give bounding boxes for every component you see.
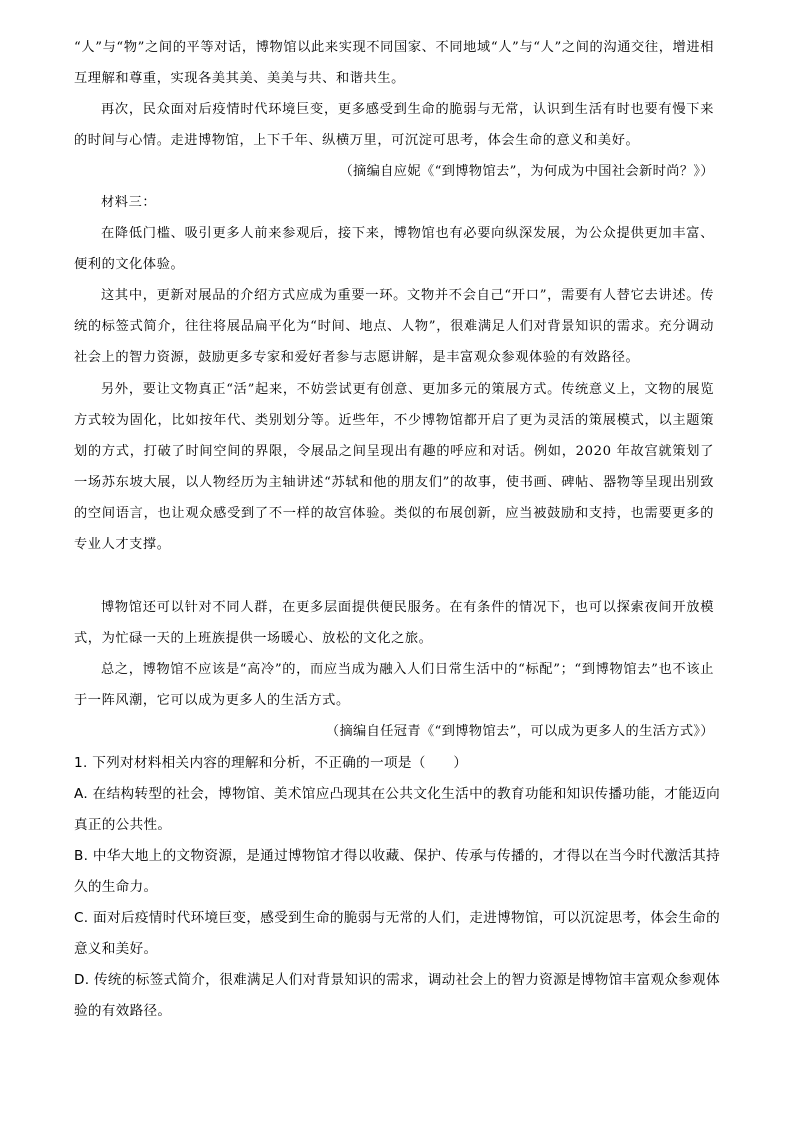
option-d: D. 传统的标签式简介，很难满足人们对背景知识的需求，调动社会上的智力资源是博物馆丰富观众参观体验的有效路径。 xyxy=(74,972,720,1019)
material-3-paragraph-1: 在降低门槛、吸引更多人前来参观后，接下来，博物馆也有必要向纵深发展，为公众提供更加丰富、便利的文化体验。 xyxy=(74,226,714,272)
question-stem: 1. 下列对材料相关内容的理解和分析，不正确的一项是（ ） xyxy=(74,755,468,771)
article-paragraph-continued: “人”与“物”之间的平等对话，博物馆以此来实现不同国家、不同地域“人”与“人”之间的沟通交往，增进相互理解和尊重，实现各美其美、美美与共、和谐共生。 xyxy=(74,40,714,86)
source-citation-3: （摘编自任冠青《“到博物馆去”，可以成为更多人的生活方式》） xyxy=(325,724,714,739)
option-b: B. 中华大地上的文物资源，是通过博物馆才得以收藏、保护、传承与传播的，才得以在当今时代激活其持久的生命力。 xyxy=(74,848,720,895)
article-paragraph-again: 再次，民众面对后疫情时代环境巨变，更多感受到生命的脆弱与无常，认识到生活有时也要有慢下来的时间与心情。走进博物馆，上下千年、纵横万里，可沉淀可思考，体会生命的意义和美好。 xyxy=(74,102,714,148)
material-3-paragraph-2: 这其中，更新对展品的介绍方式应成为重要一环。文物并不会自己“开口”，需要有人替它去讲述。传统的标签式简介，往往将展品扁平化为“时间、地点、人物”，很难满足人们对背景知识的需求。充分调动社会上的智力资源，鼓励更多专家和爱好者参与志愿讲解，是丰富观众参观体验的有效路径。 xyxy=(74,288,714,365)
material-3-label: 材料三： xyxy=(101,195,157,210)
source-citation-2: （摘编自应妮《“到博物馆去”，为何成为中国社会新时尚？》） xyxy=(339,164,714,179)
option-a: A. 在结构转型的社会，博物馆、美术馆应凸现其在公共文化生活中的教育功能和知识传播功能，才能迈向真正的公共性。 xyxy=(74,786,720,833)
material-3-paragraph-4: 博物馆还可以针对不同人群，在更多层面提供便民服务。在有条件的情况下，也可以探索夜间开放模式，为忙碌一天的上班族提供一场暖心、放松的文化之旅。 xyxy=(74,600,714,646)
option-c: C. 面对后疫情时代环境巨变，感受到生命的脆弱与无常的人们，走进博物馆，可以沉淀思考，体会生命的意义和美好。 xyxy=(74,910,720,957)
material-3-paragraph-5: 总之，博物馆不应该是“高冷”的，而应当成为融入人们日常生活中的“标配”；“到博物馆去”也不该止于一阵风潮，它可以成为更多人的生活方式。 xyxy=(74,662,714,708)
material-3-paragraph-3: 另外，要让文物真正“活”起来，不妨尝试更有创意、更加多元的策展方式。传统意义上，文物的展览方式较为固化，比如按年代、类别划分等。近些年，不少博物馆都开启了更为灵活的策展模式，以主题策划的方式，打破了时间空间的界限，令展品之间呈现出有趣的呼应和对话。例如，2020 年故宫就策划了一场苏东坡大展，以人物经历为主轴讲述“苏轼和他的朋友们”的故事，使书画、碑帖、器物等呈现出别致的空间语言，也让观众感受到了不一样的故宫体验。类似的布展创新，应当被鼓励和支持，也需要更多的专业人才支撑。 xyxy=(74,382,714,552)
